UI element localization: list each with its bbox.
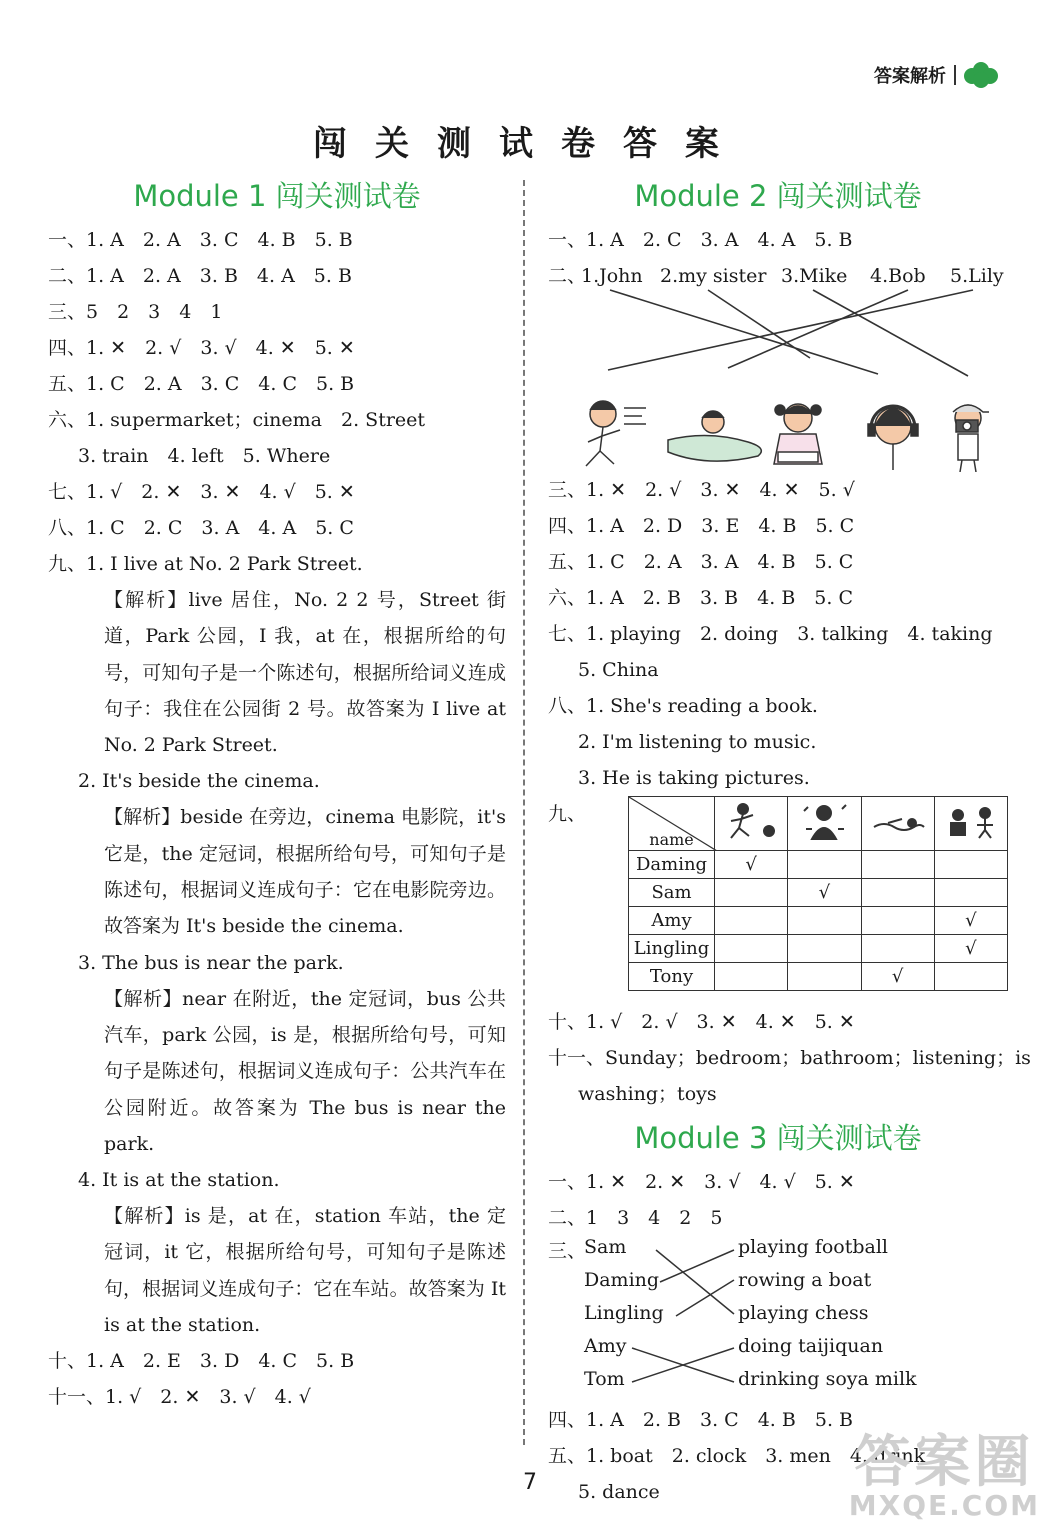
check-cell: √ [715,851,788,879]
answer-line: 七、1. √ 2. ✕ 3. ✕ 4. √ 5. ✕ [48,481,355,503]
matching-lines [548,1236,1008,1402]
watermark [848,1430,1040,1522]
match-name: 5.Lily [950,265,1004,287]
match-left-item: Daming [584,1269,660,1291]
column-divider [523,180,525,1445]
answer-line: 五、1. C 2. A 3. C 4. C 5. B [48,373,355,395]
music-picture-cell [788,797,861,851]
question-label: 二、 [548,265,587,287]
check-cell [715,907,788,935]
table-row [629,963,1008,991]
match-left-item: Lingling [584,1302,664,1324]
check-cell [861,935,934,963]
activity-matching [548,1236,1008,1402]
answer-line: 2. I'm listening to music. [578,731,817,753]
row-name: Amy [629,907,715,935]
match-right-item: rowing a boat [738,1269,872,1291]
page-number: 7 [523,1470,537,1495]
children-illustrations [548,396,1008,472]
answer-line: 4. It is at the station. [78,1169,280,1192]
answer-line: 八、1. C 2. C 3. A 4. A 5. C [48,517,354,539]
check-cell [788,851,861,879]
table-header-row [629,797,1008,851]
football-picture-cell [715,797,788,851]
swimming-icon [868,799,928,843]
answer-line: 一、1. A 2. A 3. C 4. B 5. B [48,229,353,251]
header-name-cell [629,797,715,851]
match-right-item: doing taijiquan [738,1335,884,1357]
check-cell: √ [788,879,861,907]
check-cell [715,935,788,963]
header-divider [954,65,956,85]
check-cell: √ [934,907,1007,935]
answer-line: 3. The bus is near the park. [78,951,344,974]
explanation: 【解析】near 在附近，the 定冠词，bus 公共汽车，park 公园，is 是，根据所给句号，可知句子是陈述句，根据词义连成句子：公共汽车在公园附近。故答案为 The bus is near the park. [104,987,506,1155]
explanation: 【解析】is 是，at 在，station 车站，the 定冠词，it 它，根据所给句号，可知句子是陈述句，根据词义连成句子：它在车站。故答案为 It is at the station. [104,1205,506,1337]
explanation: 【解析】live 居住，No. 2 2 号，Street 街道，Park 公园，I 我，at 在，根据所给的句号，可知句子是一个陈述句，根据所给词义连成句子：我住在公园街 2 号。故答案为 I live at No. 2 Park Street. [104,589,506,757]
answer-line: 四、1. A 2. D 3. E 4. B 5. C [548,515,855,537]
table-row [629,935,1008,963]
header-name-label: name [649,830,694,849]
answer-line: 一、1. A 2. C 3. A 4. A 5. B [548,229,853,251]
check-cell [715,963,788,991]
watermark-line1: 答案圈 [854,1430,1035,1495]
row-name: Sam [629,879,715,907]
row-name: Tony [629,963,715,991]
answer-line: 六、1. supermarket；cinema 2. Street [48,409,426,431]
answer-line: washing；toys [578,1083,717,1105]
answer-line: 2. It's beside the cinema. [78,770,320,793]
answer-line: 十、1. A 2. E 3. D 4. C 5. B [48,1350,355,1373]
answer-line: 3. He is taking pictures. [578,767,810,789]
table-row [629,879,1008,907]
listening-music-icon [794,799,854,843]
answer-line: 十、1. √ 2. √ 3. ✕ 4. ✕ 5. ✕ [548,1011,855,1033]
answer-line: 十一、1. √ 2. ✕ 3. √ 4. √ [48,1386,311,1409]
right-column [548,170,1031,1510]
check-cell [788,963,861,991]
match-left-item: Amy [584,1335,627,1357]
explanation: 【解析】beside 在旁边，cinema 电影院，it's 它是，the 定冠词，根据所给句号，可知句子是陈述句，根据词义连成句子：它在电影院旁边。故答案为 It's beside the cinema. [104,806,506,938]
check-cell [715,879,788,907]
answer-line: 二、1. A 2. A 3. B 4. A 5. B [48,265,352,287]
answer-line: 九、1. I live at No. 2 Park Street. [48,553,363,575]
playing-chess-icon [941,799,1001,843]
header-label: 答案解析 [874,66,946,87]
match-name: 1.John [581,265,643,287]
children-pictures [548,396,1008,472]
check-cell [861,907,934,935]
match-name: 3.Mike [781,265,848,287]
check-cell [788,907,861,935]
answer-line: 六、1. A 2. B 3. B 4. B 5. C [548,587,853,609]
match-right-item: playing chess [738,1302,869,1324]
swimming-picture-cell [861,797,934,851]
row-name: Daming [629,851,715,879]
check-cell [934,963,1007,991]
answer-line: 3. train 4. left 5. Where [78,445,331,467]
check-cell [788,935,861,963]
playing-football-icon [721,799,781,843]
match-right-item: playing football [738,1236,889,1258]
answer-line: 八、1. She's reading a book. [548,695,818,717]
answer-line: 一、1. ✕ 2. ✕ 3. √ 4. √ 5. ✕ [548,1171,855,1193]
match-name: 2.my sister [660,265,767,287]
activity-table [628,796,1008,991]
clover-logo-icon [964,62,998,88]
check-cell [934,851,1007,879]
question-label: 三、 [548,1240,587,1262]
answer-line: 十一、Sunday；bedroom；bathroom；listening；is [548,1047,1031,1069]
header [874,62,998,88]
name-picture-matching [548,258,1008,396]
answer-line: 五、1. boat 2. clock 3. men 4. drink [548,1445,926,1467]
left-column [48,170,506,1415]
watermark-line2: MXQE.COM [848,1489,1040,1522]
table-row [629,851,1008,879]
answer-line: 二、1 3 4 2 5 [548,1207,723,1229]
match-left-item: Sam [584,1236,627,1258]
answer-line: 四、1. ✕ 2. √ 3. √ 4. ✕ 5. ✕ [48,337,355,359]
matching-lines [548,258,1008,396]
answer-line: 七、1. playing 2. doing 3. talking 4. taking [548,623,993,645]
page-title: 闯关测试卷答案 [313,124,747,164]
check-cell [861,879,934,907]
match-name: 4.Bob [870,265,926,287]
check-cell: √ [861,963,934,991]
match-left-item: Tom [584,1368,625,1390]
answer-line: 5. China [578,659,659,681]
answer-line: 四、1. A 2. B 3. C 4. B 5. B [548,1409,853,1431]
check-cell [861,851,934,879]
chess-picture-cell [934,797,1007,851]
table-row [629,907,1008,935]
answer-line: 5. dance [578,1481,660,1503]
answer-line: 五、1. C 2. A 3. A 4. B 5. C [548,551,854,573]
answer-line: 三、1. ✕ 2. √ 3. ✕ 4. ✕ 5. √ [548,479,855,501]
check-cell [934,879,1007,907]
activity-table-block [548,796,1008,1004]
module-2-title: Module 2 闯关测试卷 [634,179,922,213]
match-right-item: drinking soya milk [738,1368,917,1390]
module-3-title: Module 3 闯关测试卷 [634,1121,922,1155]
module-1-title: Module 1 闯关测试卷 [133,179,421,213]
question-label: 九、 [548,803,587,825]
answer-line: 三、5 2 3 4 1 [48,301,223,323]
check-cell: √ [934,935,1007,963]
row-name: Lingling [629,935,715,963]
